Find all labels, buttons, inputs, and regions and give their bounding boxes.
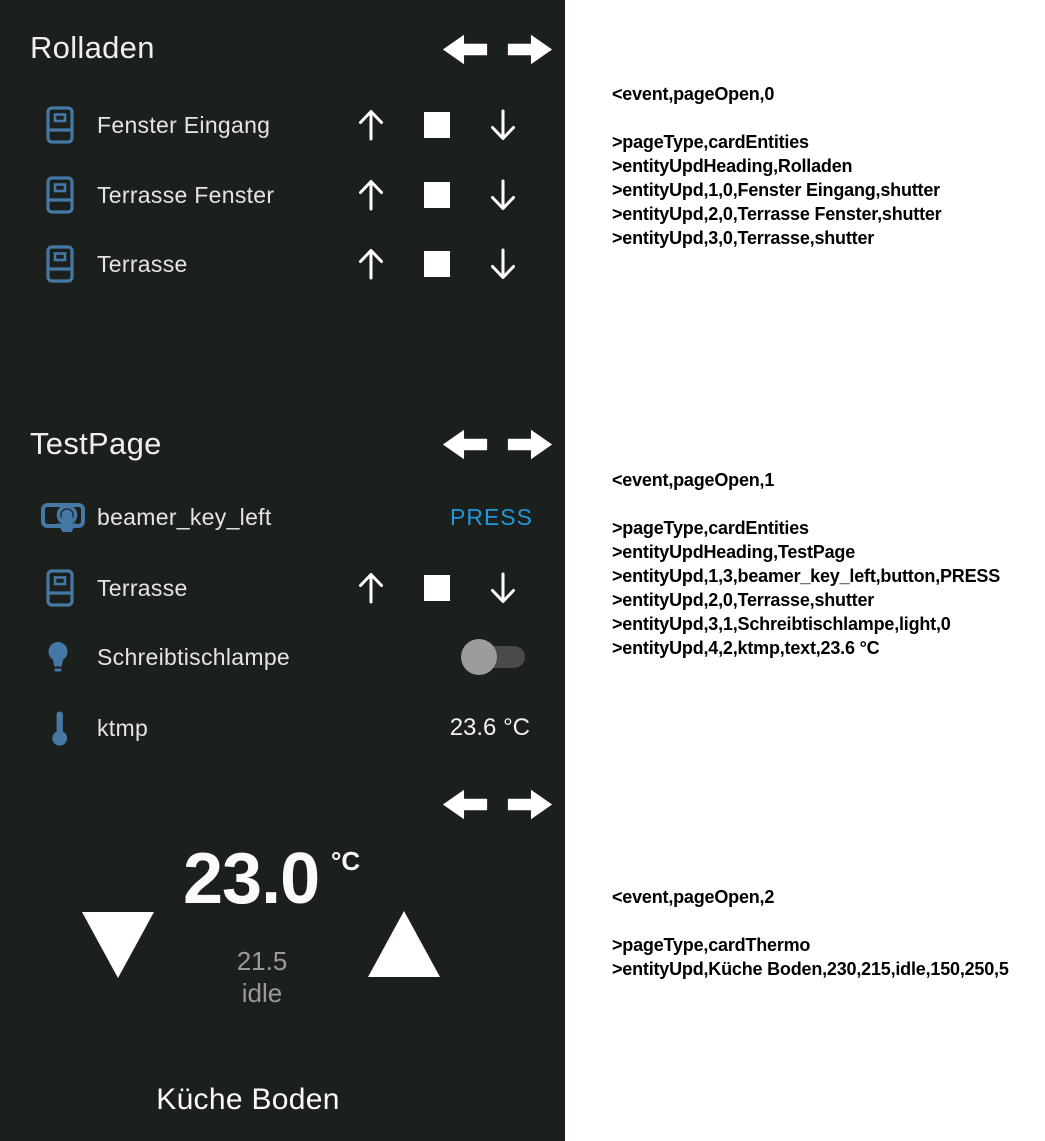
log-line: >entityUpd,Küche Boden,230,215,idle,150,250,5 xyxy=(612,959,1009,979)
log-line: >entityUpd,3,0,Terrasse,shutter xyxy=(612,228,875,248)
log-line: >entityUpd,2,0,Terrasse,shutter xyxy=(612,590,875,610)
shutter-up-icon[interactable] xyxy=(356,108,386,142)
entity-row xyxy=(0,242,565,286)
shutter-up-icon[interactable] xyxy=(356,178,386,212)
shutter-stop-icon[interactable] xyxy=(424,575,450,601)
current-temperature: 23.0 xyxy=(183,839,320,919)
nav-next-button[interactable] xyxy=(505,428,555,461)
log-line: >entityUpdHeading,Rolladen xyxy=(612,156,853,176)
sensor-value: 23.6 °C xyxy=(449,714,530,741)
log-line: >entityUpd,4,2,ktmp,text,23.6 °C xyxy=(612,638,880,658)
gesture-tap-button-icon xyxy=(41,497,85,537)
log-line: >entityUpd,2,0,Terrasse Fenster,shutter xyxy=(612,204,942,224)
nav-prev-button[interactable] xyxy=(440,788,490,821)
log-line: >pageType,cardThermo xyxy=(612,935,811,955)
log-event-line: <event,pageOpen,2 xyxy=(612,887,775,907)
shutter-stop-icon[interactable] xyxy=(424,182,450,208)
log-line: >entityUpdHeading,TestPage xyxy=(612,542,856,562)
entity-row xyxy=(0,173,565,217)
log-line: >entityUpd,1,0,Fenster Eingang,shutter xyxy=(612,180,940,200)
page-nav xyxy=(440,788,555,821)
shutter-stop-icon[interactable] xyxy=(424,112,450,138)
light-toggle-switch[interactable] xyxy=(471,646,525,668)
protocol-log-block xyxy=(612,885,1009,981)
protocol-log-block xyxy=(612,82,942,250)
entity-row xyxy=(0,635,565,679)
entity-label: Fenster Eingang xyxy=(97,112,271,138)
thermometer-icon xyxy=(50,710,69,747)
shutter-down-icon[interactable] xyxy=(488,178,518,212)
nav-next-button[interactable] xyxy=(505,788,555,821)
entity-row xyxy=(0,566,565,610)
entity-row xyxy=(0,706,565,750)
log-event-line: <event,pageOpen,1 xyxy=(612,470,775,490)
entity-label: Terrasse Fenster xyxy=(97,182,275,208)
protocol-log-block xyxy=(612,468,1000,660)
log-line: >pageType,cardEntities xyxy=(612,518,809,538)
page-nav xyxy=(440,33,555,66)
entity-label: ktmp xyxy=(97,715,149,741)
log-line: >pageType,cardEntities xyxy=(612,132,809,152)
nav-next-button[interactable] xyxy=(505,33,555,66)
shutter-down-icon[interactable] xyxy=(488,571,518,605)
entity-label: Terrasse xyxy=(97,251,188,277)
shutter-down-icon[interactable] xyxy=(488,247,518,281)
nav-prev-button[interactable] xyxy=(440,428,490,461)
log-line: >entityUpd,1,3,beamer_key_left,button,PRESS xyxy=(612,566,1001,586)
toggle-knob xyxy=(461,639,497,675)
log-gap xyxy=(612,909,1009,933)
lightbulb-icon xyxy=(45,640,71,674)
temperature-unit: °C xyxy=(331,846,361,876)
page-nav xyxy=(440,428,555,461)
page-title: Rolladen xyxy=(30,30,155,65)
log-event-line: <event,pageOpen,0 xyxy=(612,84,775,104)
window-shutter-icon xyxy=(46,176,74,214)
nav-prev-button[interactable] xyxy=(440,33,490,66)
window-shutter-icon xyxy=(46,245,74,283)
entity-row xyxy=(0,103,565,147)
window-shutter-icon xyxy=(46,569,74,607)
log-line: >entityUpd,3,1,Schreibtischlampe,light,0 xyxy=(612,614,951,634)
temp-down-button[interactable] xyxy=(82,912,154,978)
shutter-up-icon[interactable] xyxy=(356,571,386,605)
target-temperature: 21.5 xyxy=(236,946,288,976)
shutter-stop-icon[interactable] xyxy=(424,251,450,277)
thermostat-name: Küche Boden xyxy=(156,1083,340,1116)
press-button[interactable]: PRESS xyxy=(450,504,533,530)
entity-label: Schreibtischlampe xyxy=(97,644,291,670)
hvac-state: idle xyxy=(241,978,283,1008)
shutter-up-icon[interactable] xyxy=(356,247,386,281)
entity-label: Terrasse xyxy=(97,575,188,601)
log-gap xyxy=(612,492,1000,516)
temp-up-button[interactable] xyxy=(368,911,440,977)
entity-row xyxy=(0,495,565,539)
log-gap xyxy=(612,106,942,130)
window-shutter-icon xyxy=(46,106,74,144)
page-title: TestPage xyxy=(30,426,162,461)
entity-label: beamer_key_left xyxy=(97,504,272,530)
shutter-down-icon[interactable] xyxy=(488,108,518,142)
